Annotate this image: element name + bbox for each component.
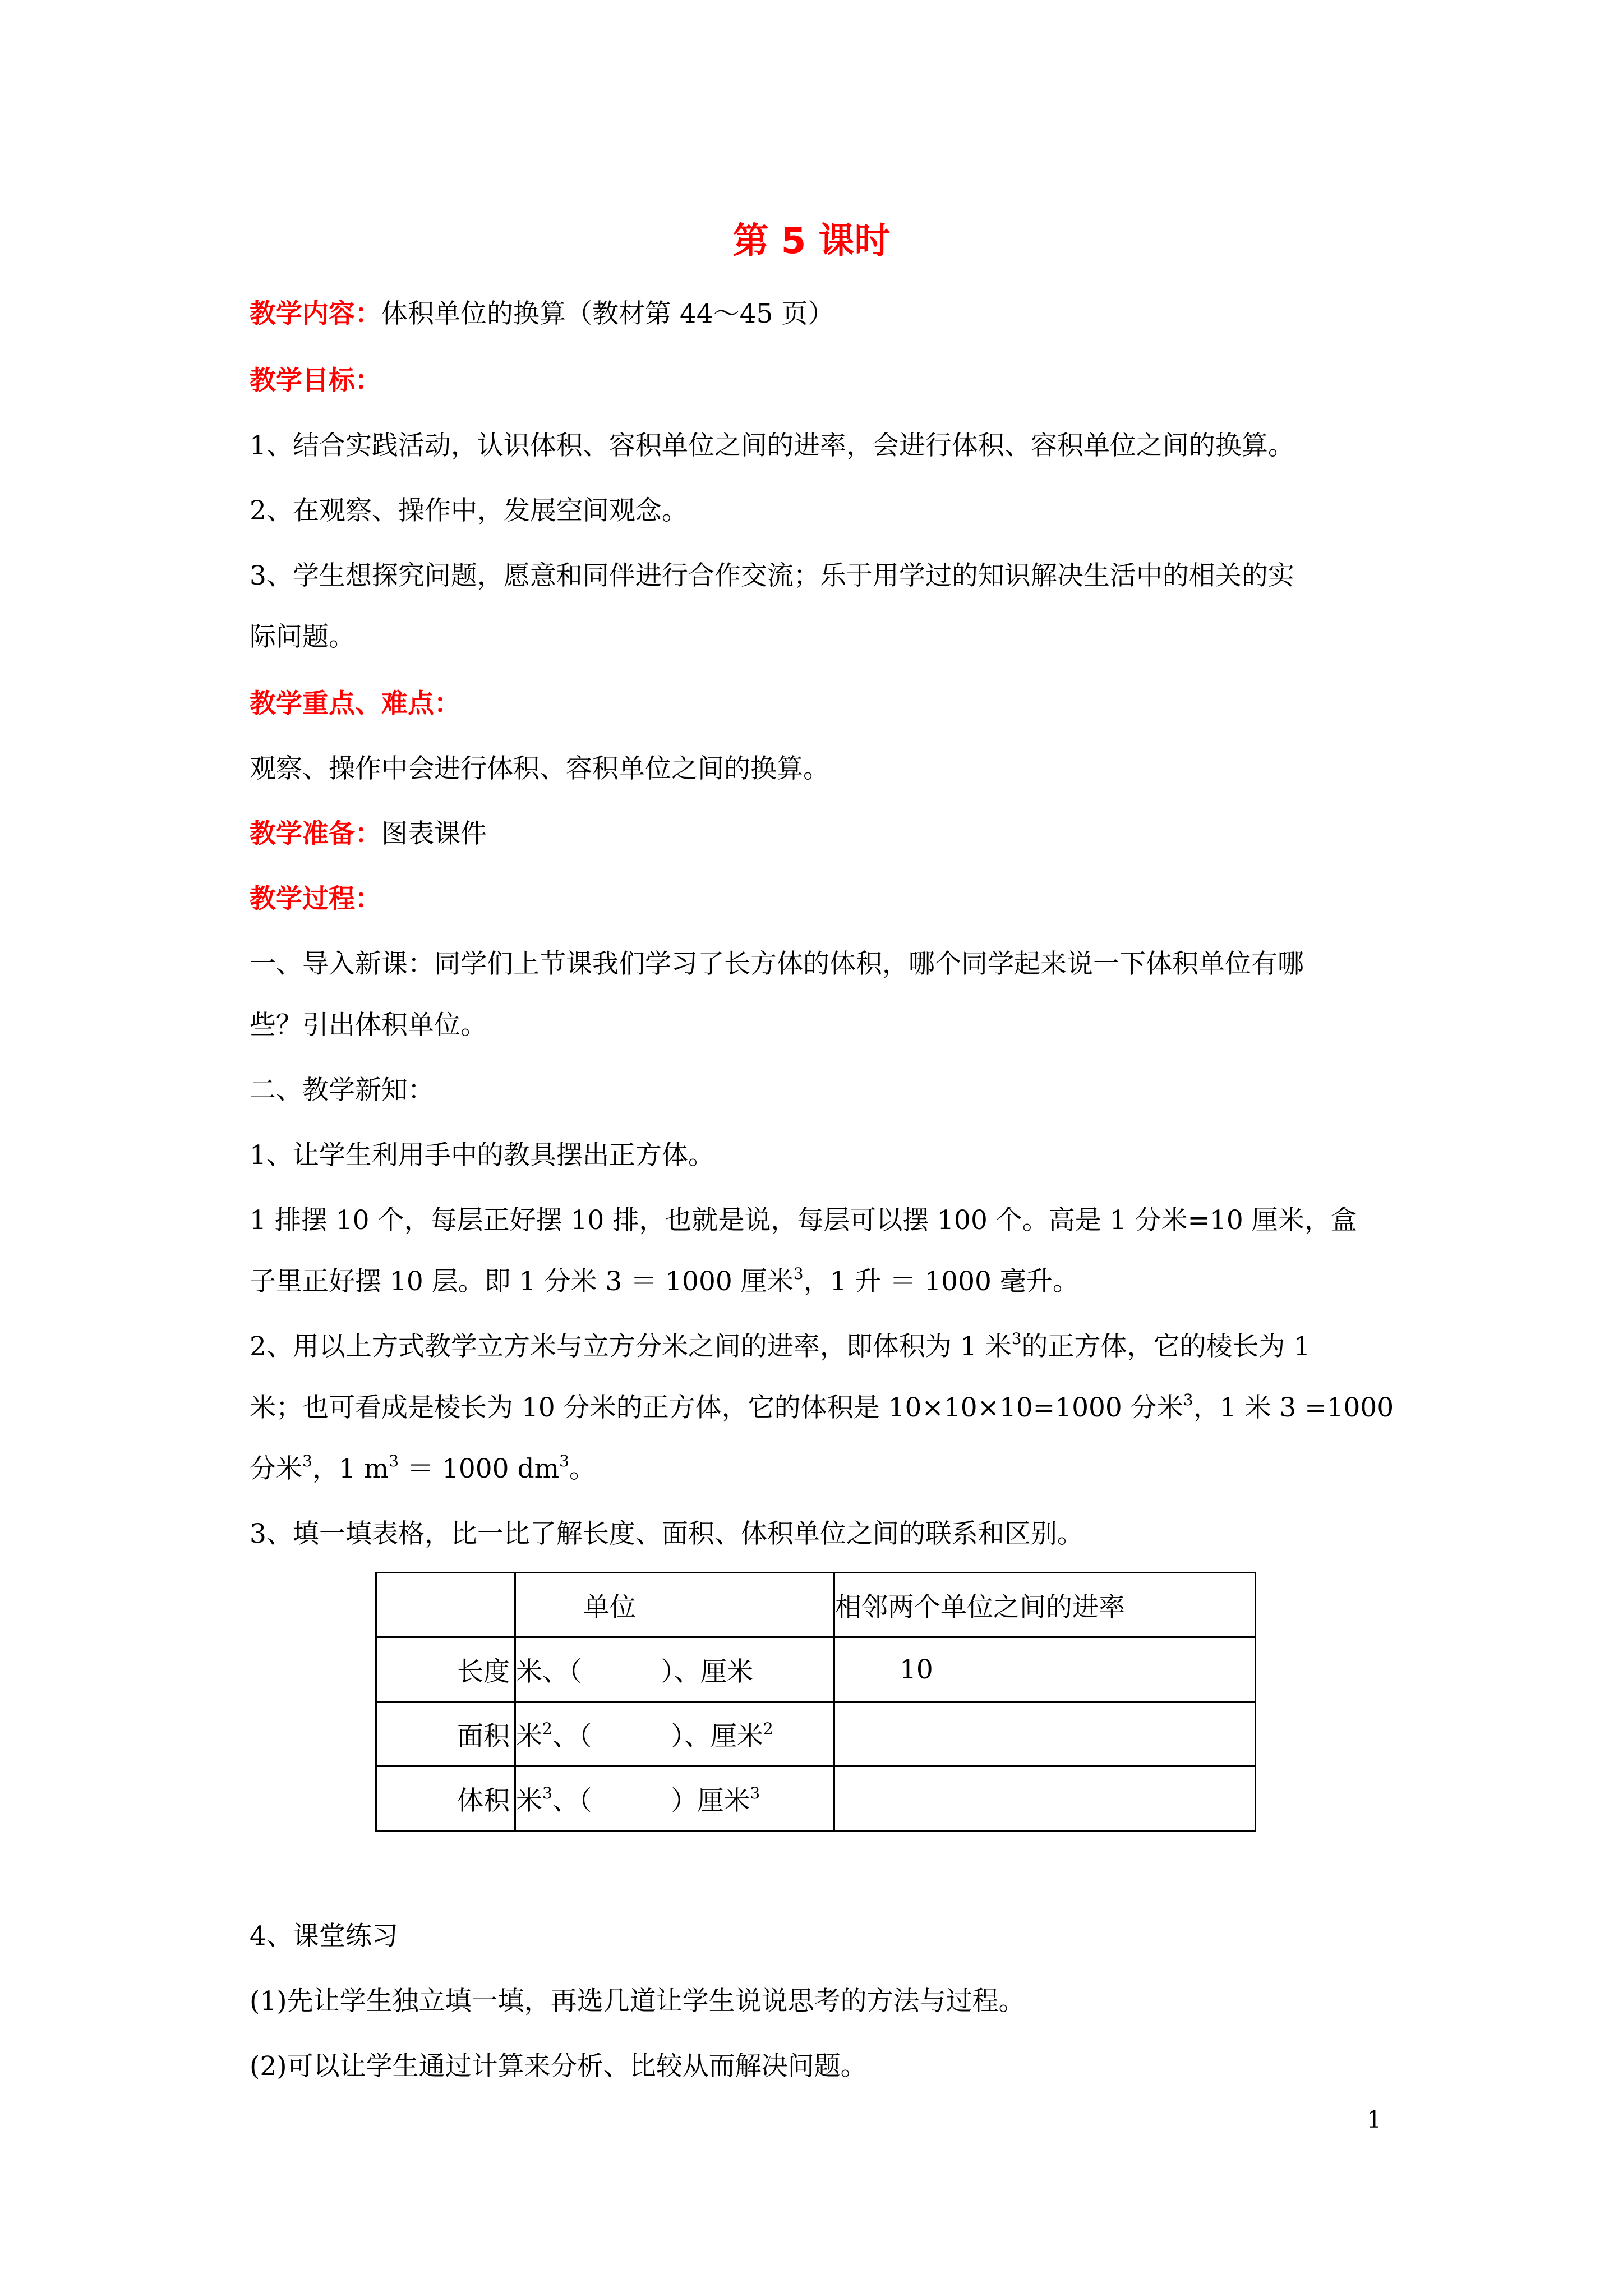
row-rate: 10 <box>834 1637 1256 1702</box>
table-row <box>376 1766 1256 1831</box>
table-row <box>376 1702 1256 1766</box>
page-number: 1 <box>1367 2106 1382 2133</box>
table-header-row <box>376 1573 1256 1637</box>
table-header-cell: 单位 <box>515 1573 834 1637</box>
preparation <box>250 812 1394 857</box>
practice-item-2: (2)可以让学生通过计算来分析、比较从而解决问题。 <box>250 2051 867 2082</box>
key-points-text: 观察、操作中会进行体积、容积单位之间的换算。 <box>250 753 829 784</box>
row-unit: 米$^3$、（ ）厘米$^3$ <box>515 1766 834 1831</box>
table-row <box>376 1637 1256 1702</box>
practice-item-1: (1)先让学生独立填一填，再选几道让学生说说思考的方法与过程。 <box>250 1986 1025 2017</box>
content-text: 体积单位的换算（教材第 44～45 页） <box>381 298 834 329</box>
row-name: 面积 <box>376 1702 515 1766</box>
paragraph-2-line-2: 米；也可看成是棱长为 10 分米的正方体，它的体积是 10×10×10=1000 分米$^3$，1 米 3 =1000 <box>250 1391 1394 1423</box>
objective-3-cont: 际问题。 <box>250 622 355 652</box>
row-name: 长度 <box>376 1637 515 1702</box>
row-unit: 米$^2$、（ ）、厘米$^2$ <box>515 1702 834 1766</box>
paragraph-1-line-2: 子里正好摆 10 层。即 1 分米 3 ＝ 1000 厘米$^3$，1 升 ＝ 1000 毫升。 <box>250 1264 1079 1297</box>
paragraph-2-line-1: 2、用以上方式教学立方米与立方分米之间的进率，即体积为 1 米$^3$的正方体，它的棱长为 1 <box>250 1329 1311 1362</box>
new-knowledge-heading: 二、教学新知： <box>250 1075 434 1106</box>
table-header-cell: 相邻两个单位之间的进率 <box>834 1573 1256 1637</box>
objective-1: 1、结合实践活动，认识体积、容积单位之间的进率，会进行体积、容积单位之间的换算。 <box>250 430 1294 461</box>
table-header-cell <box>376 1573 515 1637</box>
preparation-label: 教学准备： <box>250 818 381 849</box>
preparation-text: 图表课件 <box>381 818 487 849</box>
key-points-label: 教学重点、难点： <box>250 688 460 719</box>
row-name: 体积 <box>376 1766 515 1831</box>
objective-3: 3、学生想探究问题，愿意和同伴进行合作交流；乐于用学过的知识解决生活中的相关的实 <box>250 560 1294 591</box>
practice-heading: 4、课堂练习 <box>250 1921 398 1952</box>
content-label: 教学内容： <box>250 298 381 329</box>
intro-line-2: 些？引出体积单位。 <box>250 1010 487 1041</box>
row-rate <box>834 1702 1256 1766</box>
row-unit: 米、（ ）、厘米 <box>515 1637 834 1702</box>
row-rate <box>834 1766 1256 1831</box>
paragraph-2-line-3: 分米$^3$，1 $m^3 = 1000$ $dm^3$。 <box>250 1452 596 1484</box>
process-label: 教学过程： <box>250 884 381 914</box>
intro-line-1: 一、导入新课：同学们上节课我们学习了长方体的体积，哪个同学起来说一下体积单位有哪 <box>250 949 1304 979</box>
objectives-label: 教学目标： <box>250 365 381 396</box>
objective-2: 2、在观察、操作中，发展空间观念。 <box>250 495 688 526</box>
step-3: 3、填一填表格，比一比了解长度、面积、体积单位之间的联系和区别。 <box>250 1519 1083 1549</box>
step-1: 1、让学生利用手中的教具摆出正方体。 <box>250 1140 714 1171</box>
units-table <box>375 1572 1256 1832</box>
teaching-content <box>250 292 1394 337</box>
page-title: 第 5 课时 <box>732 220 891 262</box>
paragraph-1-line-1: 1 排摆 10 个，每层正好摆 10 排，也就是说，每层可以摆 100 个。高是 1 分米=10 厘米，盒 <box>250 1205 1357 1236</box>
